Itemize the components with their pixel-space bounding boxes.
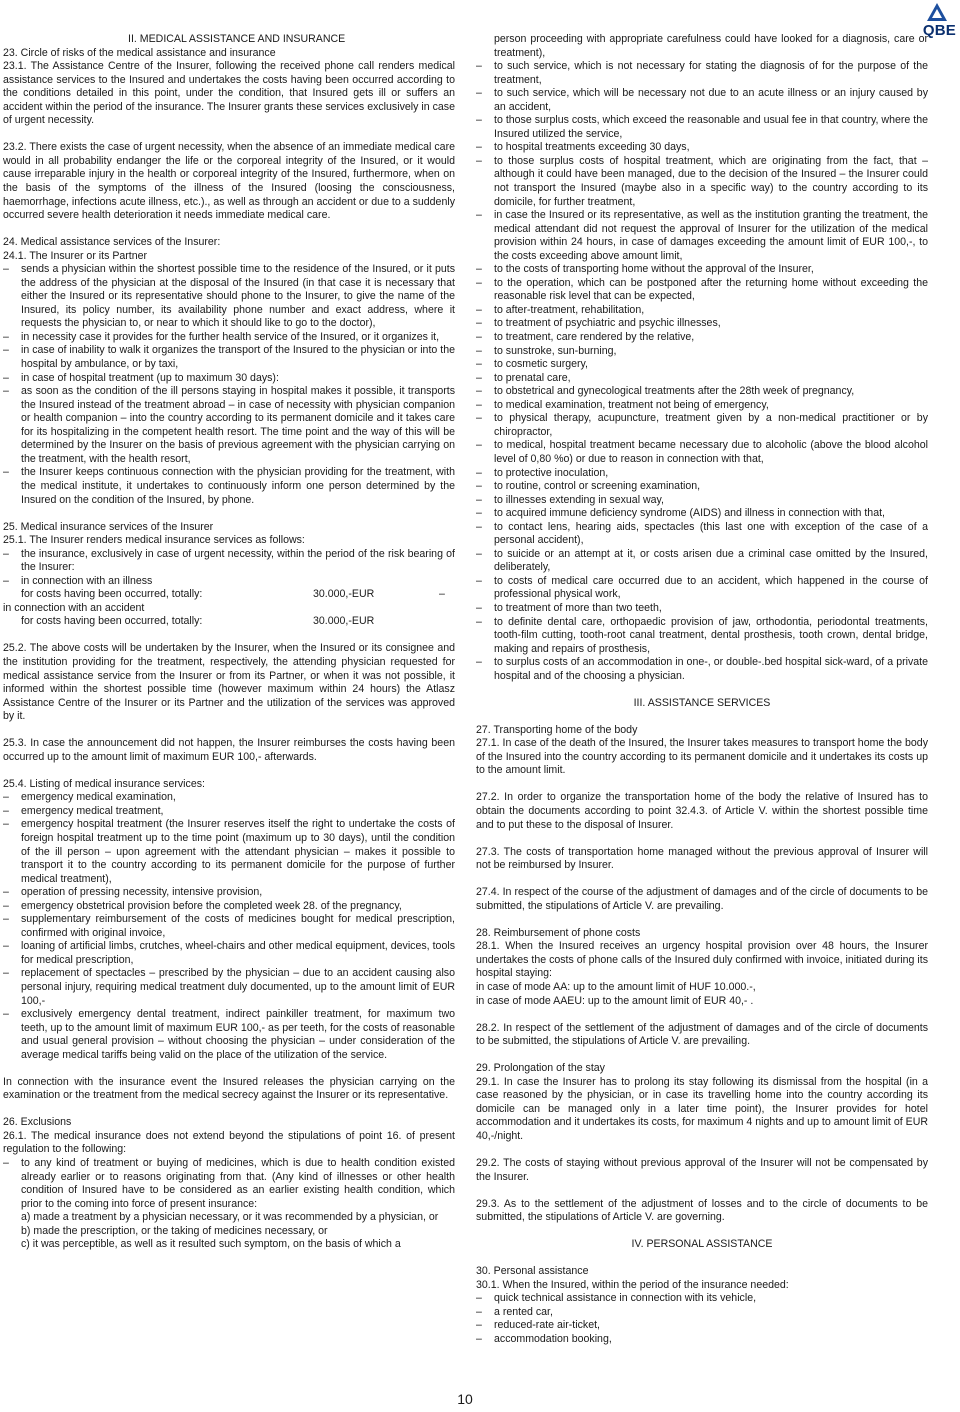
illness-amount: 30.000,-EUR bbox=[313, 588, 375, 601]
para-27-4: 27.4. In respect of the course of the adjustment of damages and of the circle of documents to be submitted, the stipulations of Article V. are prevailing. bbox=[476, 886, 928, 912]
list-item: – to physical therapy, acupuncture, treatment given by a non-medical practitioner or by chiropractor, bbox=[476, 412, 928, 439]
list-item: – emergency medical examination, bbox=[3, 791, 455, 805]
list-item: – to cosmetic surgery, bbox=[476, 358, 928, 372]
list-item: – quick technical assistance in connection with its vehicle, bbox=[476, 1292, 928, 1306]
list-item: – emergency hospital treatment (the Insurer reserves itself the right to undertake the costs of foreign hospital treatment up to the time point (maximum up to 30 days), until the condition of the ill person – upon agreement with the attendant physician – makes it possible to transport it to the country according to its permanent domicile for the purpose of further medical treatment), bbox=[3, 818, 455, 886]
list-item: – replacement of spectacles – prescribed by the physician – due to an accident causing also personal injury, requiring medical treatment duly documented, up to the amount limit of EUR 100,- bbox=[3, 967, 455, 1008]
para-25-2: 25.2. The above costs will be undertaken by the Insurer, when the Insured or its consignee and the institution providing for the treatment, respectively, the attending physician requested for medical assistance service from the Insurer or from its Partner, or when it was not possible, it informed within the shortest possible time (however maximum within 24 hours) the Atlasz Assistance Centre of the Insurer or its Partner and the utilization of the services was approved by it. bbox=[3, 642, 455, 723]
heading-30: 30. Personal assistance bbox=[476, 1265, 589, 1278]
list-item: – to after-treatment, rehabilitation, bbox=[476, 304, 928, 318]
list-item: – to prenatal care, bbox=[476, 372, 928, 386]
list-item: – to surplus costs of an accommodation in one-, or double-.bed hospital sick-ward, of a private hospital and of the choosing a physician. bbox=[476, 656, 928, 683]
list-item: – to such service, which will be necessary not due to an acute illness or an injury caused by an accident, bbox=[476, 87, 928, 114]
para-23-2: 23.2. There exists the case of urgent necessity, when the absence of an immediate medical care would in all probability endanger the life or the corporeal integrity of the Insured, or it would cause irreparable injury in the health or corporeal integrity of the Insured, furthermore, when on the basis of the symptoms of the illness of the Insured (loosing the consciousness, haemorrhage, infections acute illness, etc.)., as well as through an accident or due to a suddenly occurred severe health deterioration it needs immediate medical care. bbox=[3, 141, 455, 222]
illness-costs-label: for costs having been occurred, totally: bbox=[21, 588, 203, 601]
para-25-3: 25.3. In case the announcement did not happen, the Insurer reimburses the costs having been occurred up to the amount limit of maximum EUR 100,- afterwards. bbox=[3, 737, 455, 763]
list-item: – to those surplus costs, which exceed the reasonable and usual fee in that country, where the Insured utilized the service, bbox=[476, 114, 928, 141]
illness-label: – in connection with an illness bbox=[3, 575, 455, 589]
accident-amount-row bbox=[3, 615, 455, 629]
list-item: – as soon as the condition of the ill persons staying in hospital makes it possible, it transports the Insured instead of the treatment abroad – in case of necessity with physician companion or health companion – into the country according to its permanent domicile and it takes care for its hospitalizing in the competent health resort. The time point and the way of this will be determined by the Insurer on the basis of previous agreement with the physician carrying on the treatment, with the health resort, bbox=[3, 385, 455, 466]
section-title-iii: III. ASSISTANCE SERVICES bbox=[633, 696, 771, 709]
list-item: – emergency obstetrical provision before the completed week 28. of the pregnancy, bbox=[3, 900, 455, 914]
list-item: – to medical examination, treatment not being of emergency, bbox=[476, 399, 928, 413]
list-item: – operation of pressing necessity, intensive provision, bbox=[3, 886, 455, 900]
section-title-iv: IV. PERSONAL ASSISTANCE bbox=[631, 1238, 773, 1251]
accident-amount: 30.000,-EUR bbox=[313, 615, 375, 628]
list-item: – to sunstroke, sun-burning, bbox=[476, 345, 928, 359]
heading-28: 28. Reimbursement of phone costs bbox=[476, 926, 641, 939]
list-item: – in case of hospital treatment (up to maximum 30 days): bbox=[3, 372, 455, 386]
sub-item-b: b) made the prescription, or the taking of medicines necessary, or bbox=[21, 1224, 328, 1237]
list-item: – to protective inoculation, bbox=[476, 467, 928, 481]
list-item: – a rented car, bbox=[476, 1306, 928, 1320]
accident-costs-label: for costs having been occurred, totally: bbox=[21, 615, 203, 628]
list-item: – to the costs of transporting home without the approval of the Insurer, bbox=[476, 263, 928, 277]
heading-23: 23. Circle of risks of the medical assistance and insurance bbox=[3, 46, 276, 59]
list-item: – exclusively emergency dental treatment, indirect painkiller treatment, for maximum two teeth, up to the amount limit of maximum EUR 100,- as per teeth, for the costs of reasonable and usual general provision – without choosing the physician – under consideration of the average medical tariffs being valid on the place of the utilization of the service. bbox=[3, 1008, 455, 1062]
list-item: – to hospital treatments exceeding 30 days, bbox=[476, 141, 928, 155]
para-29-1: 29.1. In case the Insurer has to prolong its stay following its dismissal from the hospital (in a case reasoned by the physician, or in case its travelling home into the country according its domicile can be managed only in a later time point), the Insurer provides for hotel accommodation and it undertakes its costs, for maximum 4 nights and up to amount limit of EUR 40,-/night. bbox=[476, 1075, 928, 1142]
para-28-2: 28.2. In respect of the settlement of the adjustment of damages and of the circle of documents to be submitted, the stipulations of Article V. are prevailing. bbox=[476, 1021, 928, 1048]
qbe-emblem-icon bbox=[926, 2, 948, 22]
list-item: – to the operation, which can be postponed after the returning home without exceeding the reasonable risk level that can be expected, bbox=[476, 277, 928, 304]
list-item: – to definite dental care, orthopaedic provision of jaw, orthodontia, periodontal treatments, tooth-film cutting, tooth-root canal treatment, dental prosthesis, tooth crown, dental bridge, making and repairs of prosthesis, bbox=[476, 616, 928, 657]
para-26-1: 26.1. The medical insurance does not extend beyond the stipulations of point 16. of present regulation to the following: bbox=[3, 1129, 455, 1156]
illness-amount-row bbox=[3, 588, 455, 602]
list-item: – in case of inability to walk it organizes the transport of the Insured to the physician or into the hospital by ambulance, or by taxi, bbox=[3, 344, 455, 371]
heading-29: 29. Prolongation of the stay bbox=[476, 1062, 605, 1075]
section-title-ii: II. MEDICAL ASSISTANCE AND INSURANCE bbox=[128, 33, 346, 45]
list-item: – to costs of medical care occurred due to an accident, which happened in the course of professional physical work, bbox=[476, 575, 928, 602]
para-29-2: 29.2. The costs of staying without previous approval of the Insurer will not be compensated by the Insurer. bbox=[476, 1156, 928, 1183]
list-item: – sends a physician within the shortest possible time to the residence of the Insured, or it puts the address of the physician at the disposal of the Insured (in that case it is necessary that either the Insured or its representative should phone to the Insurer, to give the name of the Insured, its policy number, its availability phone number and exact address, where it requests the physician to, or near to which it should like to go to the doctor), bbox=[3, 263, 455, 331]
list-item: – in case the Insured or its representative, as well as the institution granting the treatment, the medical attendant did not request the approval of Insurer for the utilization of the medical provision within 24 hours, in case of damages exceeding the amount limit of EUR 100,-, to the costs exceeding above amount limit, bbox=[476, 209, 928, 263]
list-item: – to treatment of psychiatric and psychic illnesses, bbox=[476, 317, 928, 331]
heading-25: 25. Medical insurance services of the Insurer bbox=[3, 520, 214, 533]
list-item: – to obstetrical and gynecological treatments after the 28th week of pregnancy, bbox=[476, 385, 928, 399]
list-item: – reduced-rate air-ticket, bbox=[476, 1319, 928, 1333]
qbe-wordmark: QBE bbox=[922, 22, 956, 39]
list-item: – to treatment of more than two teeth, bbox=[476, 602, 928, 616]
para-27-1: 27.1. In case of the death of the Insured, the Insurer takes measures to transport home the body of the Insured into the country according to its permanent domicile and it undertakes its costs up to the amount limit. bbox=[476, 737, 928, 777]
list-item: – to any kind of treatment or buying of medicines, which is due to health condition existed already earlier or to reasons originating from that. (Any kind of illnesses or other health condition of Insured have to be considered as an earlier existing health condition, which prior to the coming into force of present insurance: bbox=[3, 1157, 455, 1211]
para-27-2: 27.2. In order to organize the transportation home of the body the relative of Insured has to obtain the documents according to point 32.4.3. of Article V. within the shortest possible time and to put these to the disposal of Insurer. bbox=[476, 791, 928, 831]
para-28-1-aa: in case of mode AA: up to the amount limit of HUF 10.000.-, bbox=[476, 981, 756, 993]
para-23-1: 23.1. The Assistance Centre of the Insurer, following the received phone call renders medical assistance services to the Insured and undertakes the costs having been occurred according to the conditions detailed in this point, under the condition, that Insured gets ill or suffers an accident within the period of the insurance. The Insurer grants these services exclusively in case of urgent necessity. bbox=[3, 60, 455, 127]
list-item: – the insurance, exclusively in case of urgent necessity, within the period of the risk bearing of the Insurer: bbox=[3, 548, 455, 575]
accident-label: in connection with an accident bbox=[3, 601, 145, 614]
list-item: – to routine, control or screening examination, bbox=[476, 480, 928, 494]
list-item: – supplementary reimbursement of the costs of medicines bought for medical prescription, confirmed with original invoice, bbox=[3, 913, 455, 940]
para-25-4: 25.4. Listing of medical insurance services: bbox=[3, 777, 205, 790]
left-column bbox=[3, 33, 455, 1252]
list-item: – emergency medical treatment, bbox=[3, 805, 455, 819]
para-29-3: 29.3. As to the settlement of the adjustment of losses and to the circle of documents to be submitted, the stipulations of Article V. are governing. bbox=[476, 1197, 928, 1224]
list-item: – to illnesses extending in sexual way, bbox=[476, 494, 928, 508]
list-item: – to those surplus costs of hospital treatment, which are originating from the fact, that – although it could have been managed, due to the decision of the Insured – the Insurer could not transport the Insured (maybe also in a specific way) to the country according to its domicile, for further treatment, bbox=[476, 155, 928, 209]
para-25-1: 25.1. The Insurer renders medical insurance services as follows: bbox=[3, 534, 305, 547]
para-connection: In connection with the insurance event the Insured releases the physician carrying on the examination or the treatment from the medical secrecy against the Insurer or its representative. bbox=[3, 1075, 455, 1102]
heading-27: 27. Transporting home of the body bbox=[476, 723, 638, 736]
para-30-1: 30.1. When the Insured, within the period of the insurance needed: bbox=[476, 1278, 789, 1291]
para-27-3: 27.3. The costs of transportation home managed without the previous approval of Insurer will not be reimbursed by Insurer. bbox=[476, 845, 928, 872]
list-item: – to contact lens, hearing aids, spectacles (this last one with exception of the case of a personal accident), bbox=[476, 521, 928, 548]
illness-dash: – bbox=[439, 588, 445, 601]
list-item: – accommodation booking, bbox=[476, 1333, 928, 1347]
right-column bbox=[476, 33, 928, 1346]
list-item: – to suicide or an attempt at it, or costs arisen due a criminal case omitted by the Insured, deliberately, bbox=[476, 548, 928, 575]
para-28-1: 28.1. When the Insured receives an urgency hospital provision over 48 hours, the Insurer undertakes the costs of phone calls of the Insured duly confirmed with invoice, initiated during its hospital staying: bbox=[476, 940, 928, 980]
para-24-1: 24.1. The Insurer or its Partner bbox=[3, 249, 148, 262]
list-item: – to such service, which is not necessary for stating the diagnosis of for the purpose of the treatment, bbox=[476, 60, 928, 87]
sub-item-a: a) made a treatment by a physician necessary, or it was recommended by a physician, or bbox=[21, 1211, 439, 1224]
list-item: – in necessity case it provides for the further health service of the Insured, or it organizes it, bbox=[3, 331, 455, 345]
page-number: 10 bbox=[457, 1391, 473, 1407]
heading-24: 24. Medical assistance services of the Insurer: bbox=[3, 236, 221, 249]
list-item: – to medical, hospital treatment became necessary due to alcoholic (above the blood alcohol level of 0,80 %o) or due to reason in connection with that, bbox=[476, 439, 928, 466]
list-item: – to acquired immune deficiency syndrome (AIDS) and illness in connection with that, bbox=[476, 507, 928, 521]
list-item: – the Insurer keeps continuous connection with the physician providing for the treatment, with the medical institute, it undertakes to continuously inform one person determined by the Insured on the condition of the Insured, by phone. bbox=[3, 466, 455, 507]
continued-text: person proceeding with appropriate carefulness could have looked for a diagnosis, care or treatment), bbox=[494, 33, 928, 59]
list-item: – to treatment, care rendered by the relative, bbox=[476, 331, 928, 345]
heading-26: 26. Exclusions bbox=[3, 1116, 72, 1129]
list-item: – loaning of artificial limbs, crutches, wheel-chairs and other medical equipment, devices, tools for medical prescription, bbox=[3, 940, 455, 967]
para-28-1-aaeu: in case of mode AAEU: up to the amount limit of EUR 40,- . bbox=[476, 994, 754, 1007]
sub-item-c: c) it was perceptible, as well as it resulted such symptom, on the basis of which a bbox=[21, 1238, 401, 1251]
